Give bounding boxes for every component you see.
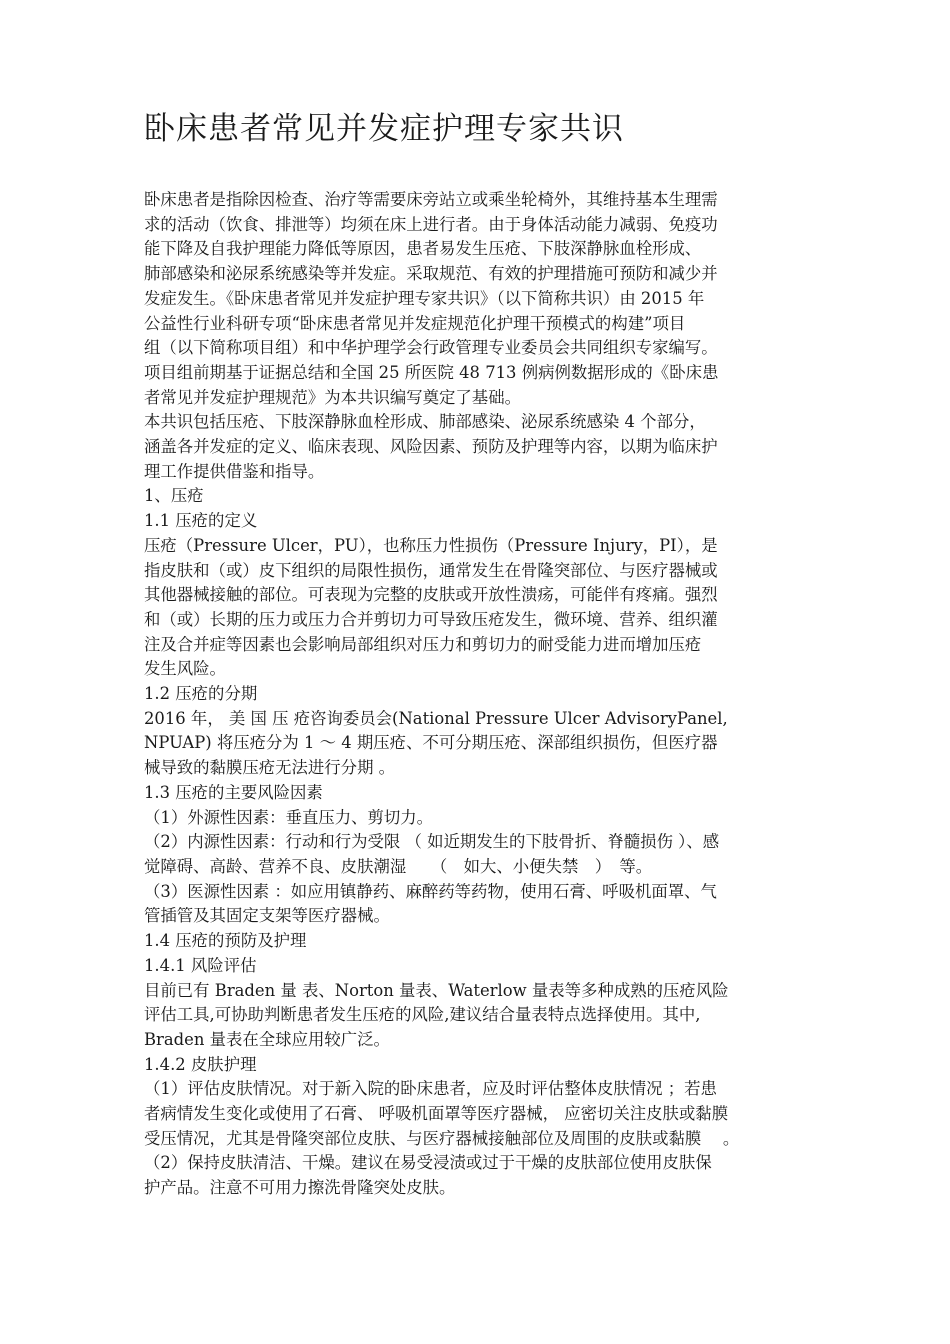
text-line: （3）医源性因素 ：如应用镇静药、麻醉药等药物，使用石膏、呼吸机面罩、气 bbox=[144, 881, 717, 901]
text-line: NPUAP) 将压疮分为 1 ～ 4 期压疮、不可分期压疮、深部组织损伤，但医疗器 bbox=[144, 733, 718, 753]
text-line: 评估工具,可协助判断患者发生压疮的风险,建议结合量表特点选择使用。其中, bbox=[144, 1005, 701, 1025]
text-line: 发症发生。《卧床患者常见并发症护理专家共识》（以下简称共识）由 2015 年 bbox=[144, 288, 705, 308]
text-line: 求的活动（饮食、排泄等）均须在床上进行者。由于身体活动能力减弱、免疫功 bbox=[144, 214, 718, 234]
text-line: 注及合并症等因素也会影响局部组织对压力和剪切力的耐受能力进而增加压疮 bbox=[144, 634, 702, 654]
text-line: 受压情况，尤其是骨隆突部位皮肤、与医疗器械接触部位及周围的皮肤或黏膜 。 bbox=[144, 1128, 740, 1148]
text-line: （2）保持皮肤清洁、干燥。建议在易受浸渍或过于干燥的皮肤部位使用皮肤保 bbox=[144, 1153, 712, 1173]
text-line: 1.4.1 风险评估 bbox=[144, 955, 257, 975]
text-line: 涵盖各并发症的定义、临床表现、风险因素、预防及护理等内容，以期为临床护 bbox=[144, 437, 718, 457]
text-line: （1）外源性因素：垂直压力、剪切力。 bbox=[144, 807, 434, 827]
text-line: 1.4.2 皮肤护理 bbox=[144, 1054, 257, 1074]
document-body bbox=[144, 188, 824, 1201]
text-line: 本共识包括压疮、下肢深静脉血栓形成、肺部感染、泌尿系统感染 4 个部分， bbox=[144, 412, 706, 432]
text-line: 1.1 压疮的定义 bbox=[144, 511, 258, 531]
text-line: 2016 年， 美 国 压 疮咨询委员会(National Pressure Ulcer AdvisoryPanel, bbox=[144, 708, 728, 728]
text-line: 械导致的黏膜压疮无法进行分期 。 bbox=[144, 758, 396, 778]
text-line: 发生风险。 bbox=[144, 659, 226, 679]
text-line: 和（或）长期的压力或压力合并剪切力可导致压疮发生，微环境、营养、组织灌 bbox=[144, 609, 718, 629]
document-title: 卧床患者常见并发症护理专家共识 bbox=[144, 111, 624, 147]
text-line: 1.2 压疮的分期 bbox=[144, 684, 258, 704]
text-line: 护产品。注意不可用力擦洗骨隆突处皮肤。 bbox=[144, 1178, 456, 1198]
text-line: 肺部感染和泌尿系统感染等并发症。采取规范、有效的护理措施可预防和减少并 bbox=[144, 264, 718, 284]
text-line: 觉障碍、高龄、营养不良、皮肤潮湿 （ 如大、小便失禁 ） 等。 bbox=[144, 856, 653, 876]
text-line: 目前已有 Braden 量 表、Norton 量表、Waterlow 量表等多种成熟的压疮风险 bbox=[144, 980, 729, 1000]
text-line: 其他器械接触的部位。可表现为完整的皮肤或开放性溃疡，可能伴有疼痛。强烈 bbox=[144, 585, 718, 605]
text-line: 1.4 压疮的预防及护理 bbox=[144, 931, 307, 951]
text-line: 指皮肤和（或）皮下组织的局限性损伤，通常发生在骨隆突部位、与医疗器械或 bbox=[144, 560, 718, 580]
text-line: 管插管及其固定支架等医疗器械。 bbox=[144, 906, 390, 926]
text-line: 项目组前期基于证据总结和全国 25 所医院 48 713 例病例数据形成的《卧床患 bbox=[144, 362, 719, 382]
text-line: 卧床患者是指除因检查、治疗等需要床旁站立或乘坐轮椅外，其维持基本生理需 bbox=[144, 190, 718, 209]
text-line: 者病情发生变化或使用了石膏、 呼吸机面罩等医疗器械， 应密切关注皮肤或黏膜 bbox=[144, 1104, 729, 1124]
text-line: 理工作提供借鉴和指导。 bbox=[144, 461, 325, 481]
text-line: Braden 量表在全球应用较广泛。 bbox=[144, 1029, 390, 1049]
text-line: （1）评估皮肤情况。对于新入院的卧床患者，应及时评估整体皮肤情况 ；若患 bbox=[144, 1079, 717, 1099]
text-line: 1.3 压疮的主要风险因素 bbox=[144, 782, 323, 802]
text-line: （2）内源性因素：行动和行为受限 （ 如近期发生的下肢骨折、脊髓损伤 ）、感 bbox=[144, 832, 720, 852]
text-line: 组（以下简称项目组）和中华护理学会行政管理专业委员会共同组织专家编写。 bbox=[144, 338, 718, 358]
text-line: 公益性行业科研专项“卧床患者常见并发症规范化护理干预模式的构建”项目 bbox=[144, 313, 686, 333]
text-line: 1、压疮 bbox=[144, 486, 204, 506]
text-line: 压疮（Pressure Ulcer，PU），也称压力性损伤（Pressure Injury，PI），是 bbox=[144, 535, 718, 555]
text-line: 能下降及自我护理能力降低等原因，患者易发生压疮、下肢深静脉血栓形成、 bbox=[144, 239, 702, 259]
text-line: 者常见并发症护理规范》为本共识编写奠定了基础。 bbox=[144, 387, 521, 407]
